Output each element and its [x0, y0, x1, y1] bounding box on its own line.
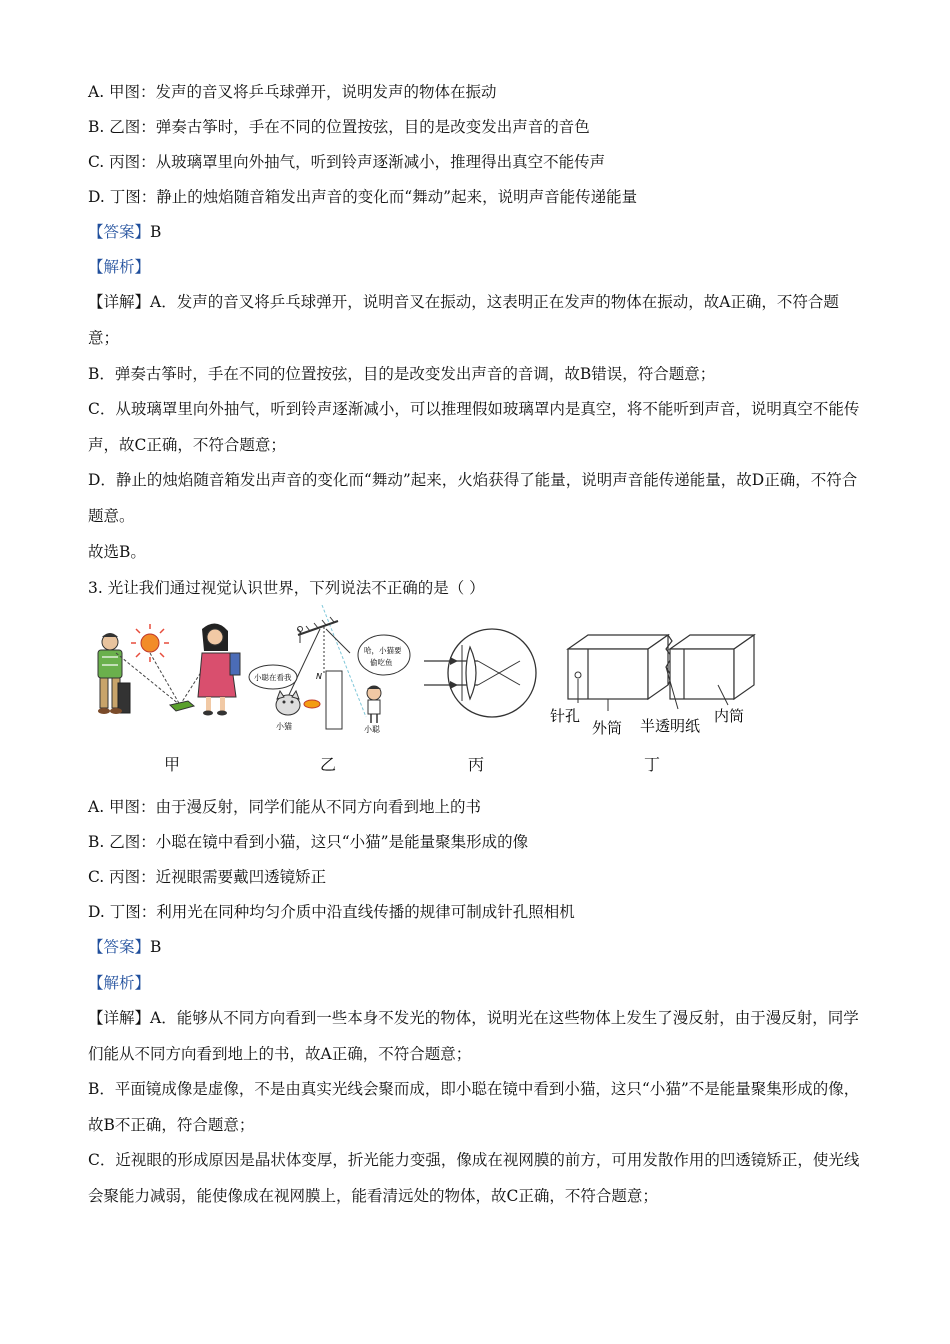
small-boy-figure: [367, 686, 381, 723]
inner-tube-label: 内筒: [714, 707, 745, 725]
speech-bubble-right: [358, 635, 410, 675]
q3-option-d: D. 丁图：利用光在同种均匀介质中沿直线传播的规律可制成针孔照相机: [88, 903, 575, 921]
answer-value: B: [150, 223, 162, 241]
figure-jia: [98, 623, 240, 715]
lens-icon: [466, 647, 476, 699]
boy-label: 小聪: [364, 725, 380, 734]
girl-figure: [198, 623, 240, 715]
analysis-tag: 【解析】: [88, 974, 151, 992]
q2-conclusion: 故选B。: [88, 543, 146, 561]
fish-icon: [304, 700, 320, 708]
answer-value: B: [150, 938, 162, 956]
detail-text: A．能够从不同方向看到一些本身不发光的物体，说明光在这些物体上发生了漫反射，由于漫反射，同学们能从不同方向看到地上的书，故A正确，不符合题意；: [88, 1009, 859, 1063]
answer-tag: 【答案】: [88, 223, 151, 241]
bubble-right-text-2: 偷吃鱼: [370, 658, 393, 667]
mirror-panel: [326, 671, 342, 729]
q3-detail-c: C．近视眼的形成原因是晶状体变厚，折光能力变强，像成在视网膜的前方，可用发散作用的凹透镜矫正，使光线会聚能力减弱，能使像成在视网膜上，能看清远处的物体，故C正确，不符合题意；: [88, 1151, 860, 1205]
analysis-tag: 【解析】: [88, 258, 151, 276]
q2-option-c: C. 丙图：从玻璃罩里向外抽气，听到铃声逐渐减小，推理得出真空不能传声: [88, 153, 606, 171]
pinhole-label: 针孔: [550, 707, 581, 725]
q3-detail-a: [88, 1000, 860, 1072]
q2-option-d: D. 丁图：静止的烛焰随音箱发出声音的变化而“舞动”起来，说明声音能传递能量: [88, 188, 638, 206]
q2-detail-a: [88, 284, 860, 356]
q2-answer: [88, 222, 161, 242]
paper-label: 半透明纸: [640, 717, 701, 735]
figure-label-ding: 丁: [644, 755, 661, 774]
detail-text: A．发声的音叉将乒乓球弹开，说明音叉在振动，这表明正在发声的物体在振动，故A正确，不符合题意；: [88, 293, 839, 347]
sun-icon: [131, 624, 169, 662]
figure-bing: [424, 629, 536, 717]
bubble-right-text-1: 哈，小猫要: [364, 646, 402, 655]
q3-option-b: B. 乙图：小聪在镜中看到小猫，这只“小猫”是能量聚集形成的像: [88, 833, 529, 851]
q3-option-c: C. 丙图：近视眼需要戴凹透镜矫正: [88, 868, 327, 886]
bubble-left-text: 小聪在看我: [254, 673, 292, 682]
q2-option-a: A. 甲图：发声的音叉将乒乓球弹开，说明发声的物体在振动: [88, 83, 497, 101]
outer-tube-label: 外筒: [592, 719, 623, 737]
q3-detail-b: B．平面镜成像是虚像，不是由真实光线会聚而成，即小聪在镜中看到小猫，这只“小猫”不是能量聚集形成的像，故B不正确，符合题意；: [88, 1080, 860, 1134]
q2-detail-d: D．静止的烛焰随音箱发出声音的变化而“舞动”起来，火焰获得了能量，说明声音能传递能量，故D正确，不符合题意。: [88, 471, 858, 525]
book-icon: [170, 701, 194, 711]
detail-tag: 【详解】: [88, 293, 151, 311]
cat-label: 小猫: [276, 722, 292, 731]
boy-figure: [98, 633, 130, 714]
eyeball-icon: [448, 629, 536, 717]
figure-label-yi: 乙: [320, 755, 337, 774]
q3-analysis-tag: [88, 973, 150, 993]
detail-tag: 【详解】: [88, 1009, 151, 1027]
q3-stem: 3. 光让我们通过视觉认识世界，下列说法不正确的是（ ）: [88, 579, 485, 597]
q2-analysis-tag: [88, 257, 150, 277]
figure-ding: [550, 635, 754, 737]
cat-figure: [276, 691, 300, 715]
q2-option-b: B. 乙图：弹奏古筝时，手在不同的位置按弦，目的是改变发出声音的音色: [88, 118, 590, 136]
answer-tag: 【答案】: [88, 938, 151, 956]
normal-label: N: [316, 672, 322, 681]
inner-tube: [670, 635, 754, 699]
q2-detail-c: C．从玻璃罩里向外抽气，听到铃声逐渐减小，可以推理假如玻璃罩内是真空，将不能听到声音，说明真空不能传声，故C正确，不符合题意；: [88, 400, 860, 454]
q2-detail-b: B．弹奏古筝时，手在不同的位置按弦，目的是改变发出声音的音调，故B错误，符合题意；: [88, 365, 716, 383]
figure-label-bing: 丙: [468, 755, 485, 774]
q3-answer: [88, 937, 161, 957]
figure-label-jia: 甲: [164, 755, 181, 774]
figure-yi: [249, 605, 410, 734]
q3-option-a: A. 甲图：由于漫反射，同学们能从不同方向看到地上的书: [88, 798, 482, 816]
outer-tube: [568, 635, 668, 699]
